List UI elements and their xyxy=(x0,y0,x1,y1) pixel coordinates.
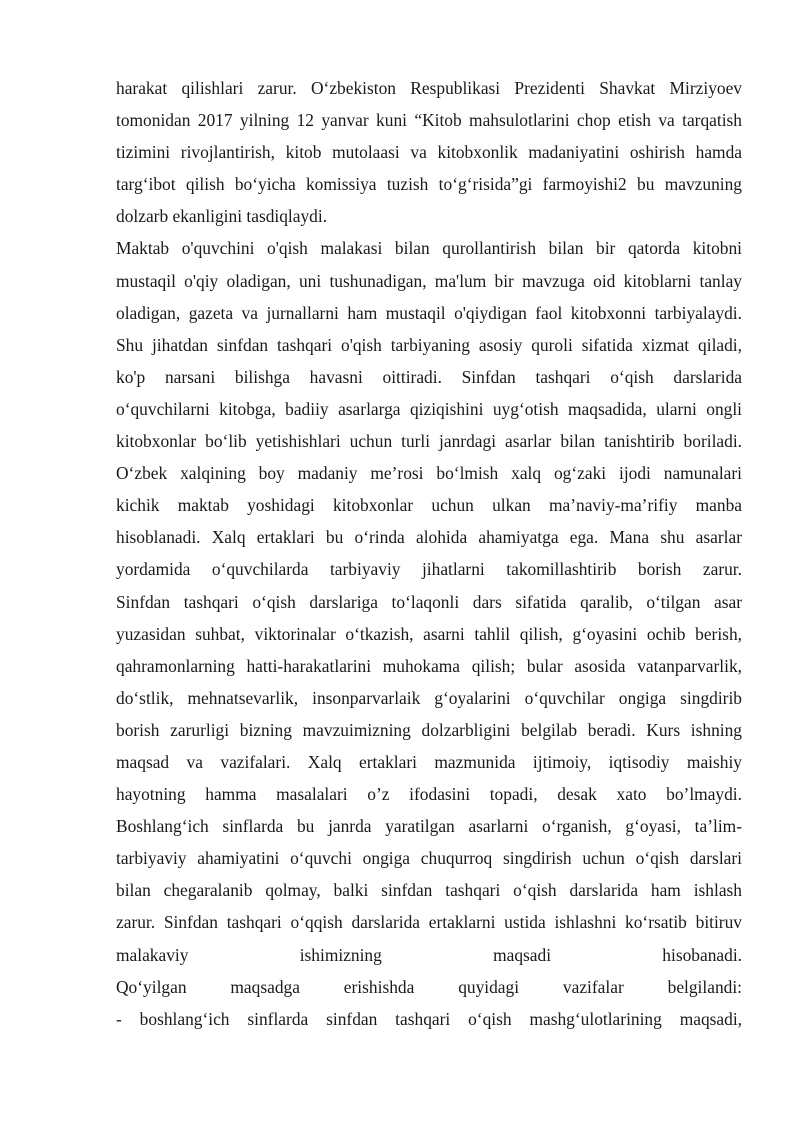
text-line: hayotning hamma masalalari o’z ifodasini topadi, desak xato bo’lmaydi. xyxy=(116,784,742,805)
text-line: mustaqil o'qiy oladigan, uni tushunadigan, ma'lum bir mavzuga oid kitoblarni tanlay xyxy=(116,270,742,291)
text-line: maqsad va vazifalari. Xalq ertaklari mazmunida ijtimoiy, iqtisodiy maishiy xyxy=(116,751,742,772)
text-line: Qo‘yilgan maqsadga erishishda quyidagi vazifalar belgilandi: xyxy=(116,976,742,997)
text-line: zarur. Sinfdan tashqari o‘qqish darslarida ertaklarni ustida ishlashni ko‘rsatib bitiruv xyxy=(116,912,742,933)
text-line: tizimini rivojlantirish, kitob mutolaasi va kitobxonlik madaniyatini oshirish hamda xyxy=(116,142,742,163)
text-line: borish zarurligi bizning mavzuimizning dolzarbligini belgilab beradi. Kurs ishning xyxy=(116,719,742,740)
text-line: Boshlang‘ich sinflarda bu janrda yaratilgan asarlarni o‘rganish, g‘oyasi, ta’lim- xyxy=(116,816,742,837)
text-line: hisoblanadi. Xalq ertaklari bu o‘rinda alohida ahamiyatga ega. Mana shu asarlar xyxy=(116,527,742,548)
text-line: Maktab o'quvchini o'qish malakasi bilan qurollantirish bilan bir qatorda kitobni xyxy=(116,238,742,259)
text-line: qahramonlarning hatti-harakatlarini muhokama qilish; bular asosida vatanparvarlik, xyxy=(116,655,742,676)
text-line: do‘stlik, mehnatsevarlik, insonparvarlaik g‘oyalarini o‘quvchilar ongiga singdirib xyxy=(116,687,742,708)
text-line: - boshlang‘ich sinflarda sinfdan tashqari o‘qish mashg‘ulotlarining maqsadi, xyxy=(116,1008,742,1029)
text-line: yordamida o‘quvchilarda tarbiyaviy jihatlarni takomillashtirib borish zarur. xyxy=(116,559,742,580)
text-line: Sinfdan tashqari o‘qish darslariga to‘laqonli dars sifatida qaralib, o‘tilgan asar xyxy=(116,591,742,612)
text-line: O‘zbek xalqining boy madaniy me’rosi bo‘lmish xalq og‘zaki ijodi namunalari xyxy=(116,463,742,484)
text-line: kichik maktab yoshidagi kitobxonlar uchun ulkan ma’naviy-ma’rifiy manba xyxy=(116,495,742,516)
text-line: o‘quvchilarni kitobga, badiiy asarlarga qiziqishini uyg‘otish maqsadida, ularni ongli xyxy=(116,398,742,419)
text-line: Shu jihatdan sinfdan tashqari o'qish tarbiyaning asosiy quroli sifatida xizmat qiladi, xyxy=(116,334,742,355)
text-line: bilan chegaralanib qolmay, balki sinfdan tashqari o‘qish darslarida ham ishlash xyxy=(116,880,742,901)
text-line: tarbiyaviy ahamiyatini o‘quvchi ongiga chuqurroq singdirish uchun o‘qish darslari xyxy=(116,848,742,869)
body-text xyxy=(116,72,742,1035)
text-line: yuzasidan suhbat, viktorinalar o‘tkazish, asarni tahlil qilish, g‘oyasini ochib berish, xyxy=(116,623,742,644)
text-line: kitobxonlar bo‘lib yetishishlari uchun turli janrdagi asarlar bilan tanishtirib boriladi. xyxy=(116,431,742,452)
text-line: tomonidan 2017 yilning 12 yanvar kuni “Kitob mahsulotlarini chop etish va tarqatish xyxy=(116,110,742,131)
text-line: oladigan, gazeta va jurnallarni ham mustaqil o'qiydigan faol kitobxonni tarbiyalaydi. xyxy=(116,302,742,323)
text-line: dolzarb ekanligini tasdiqlaydi. xyxy=(116,206,328,227)
text-line: targ‘ibot qilish bo‘yicha komissiya tuzish to‘g‘risida”gi farmoyishi2 bu mavzuning xyxy=(116,174,742,195)
text-line: ko'p narsani bilishga havasni oittiradi. Sinfdan tashqari o‘qish darslarida xyxy=(116,366,742,387)
text-line: harakat qilishlari zarur. O‘zbekiston Respublikasi Prezidenti Shavkat Mirziyoev xyxy=(116,78,742,98)
text-line: malakaviy ishimizning maqsadi hisobanadi. xyxy=(116,944,742,965)
